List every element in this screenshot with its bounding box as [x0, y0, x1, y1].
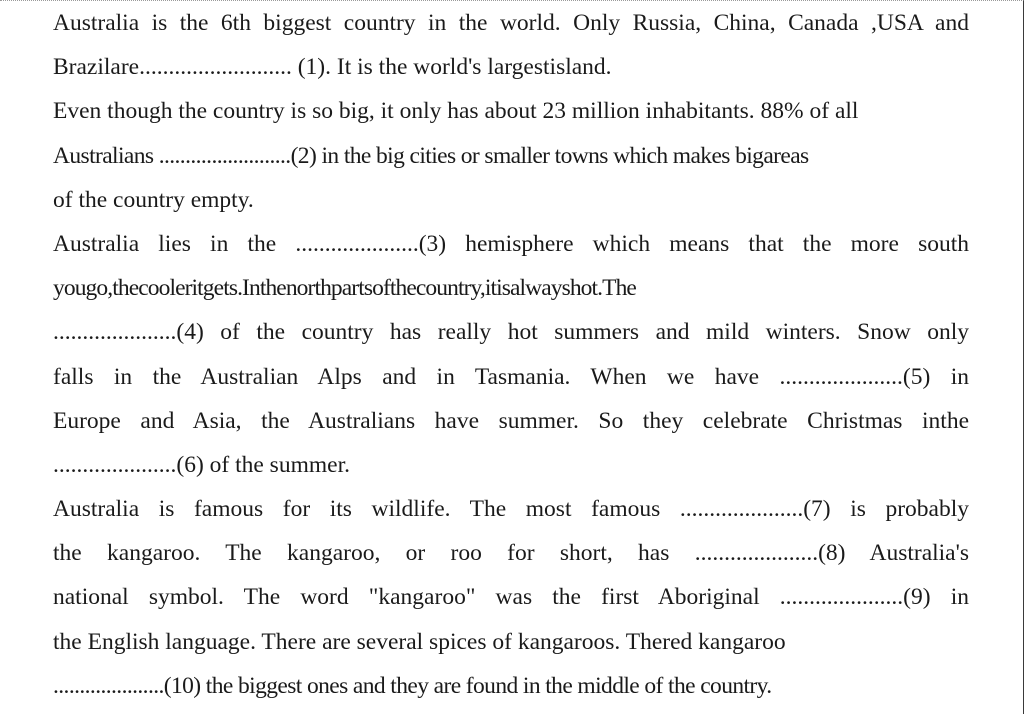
- passage-line-9: falls in the Australian Alps and in Tasmania. When we have .....................(5) in: [53, 363, 969, 390]
- passage-line-8: .....................(4) of the country has really hot summers and mild winters. Snow only: [53, 319, 969, 346]
- passage-line-1: Australia is the 6th biggest country in the world. Only Russia, China, Canada ,USA and: [53, 10, 969, 36]
- passage-line-5: of the country empty.: [53, 186, 254, 213]
- passage-line-14: national symbol. The word "kangaroo" was the first Aboriginal .....................(9) in: [53, 584, 969, 611]
- passage-line-3: Even though the country is so big, it only has about 23 million inhabitants. 88% of all: [53, 98, 859, 125]
- passage-line-6: Australia lies in the .....................(3) hemisphere which means that the more south: [53, 230, 969, 257]
- passage-line-12: Australia is famous for its wildlife. The most famous .....................(7) is probably: [53, 496, 969, 523]
- passage-line-4: Australians .........................(2) in the big cities or smaller towns which makes bigareas: [53, 142, 809, 169]
- passage-line-11: .....................(6) of the summer.: [53, 451, 350, 478]
- passage-line-15: the English language. There are several spices of kangaroos. Thered kangaroo: [53, 628, 786, 655]
- passage-line-13: the kangaroo. The kangaroo, or roo for short, has .....................(8) Australia's: [53, 540, 969, 567]
- passage-line-7: yougo,thecooleritgets.Inthenorthpartsofthecountry,itisalwayshot.The: [53, 275, 636, 302]
- passage-line-2: Brazilare.......................... (1). It is the world's largestisland.: [53, 54, 612, 81]
- passage-line-10: Europe and Asia, the Australians have summer. So they celebrate Christmas inthe: [53, 407, 969, 434]
- passage: [53, 1, 969, 708]
- passage-line-16: .....................(10) the biggest ones and they are found in the middle of the country.: [53, 672, 772, 699]
